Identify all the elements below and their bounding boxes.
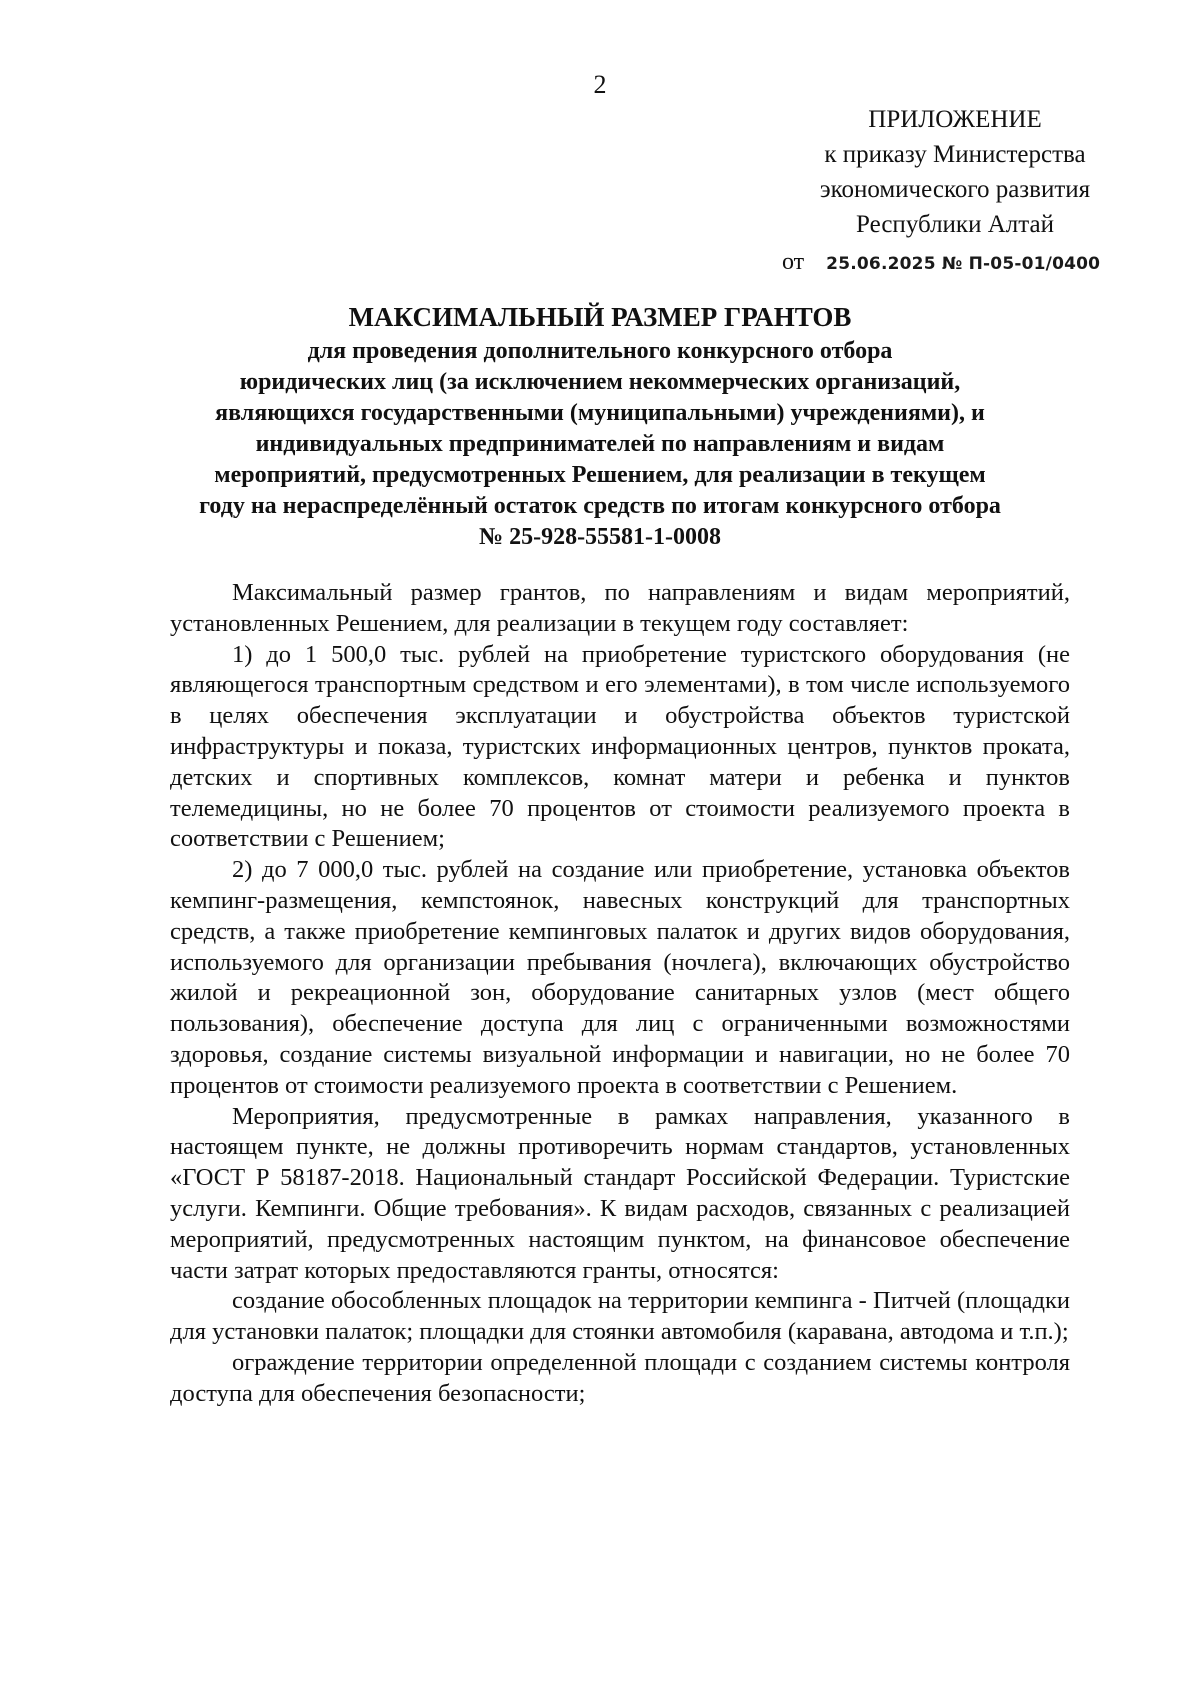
- document-title-block: [170, 300, 1030, 553]
- appendix-order-ref: к приказу Министерства: [824, 141, 1086, 168]
- order-stamp: 25.06.2025 № П-05-01/0400: [826, 254, 1101, 274]
- page-number: 2: [593, 70, 607, 99]
- subtitle-line: индивидуальных предпринимателей по направлениям и видам: [255, 431, 945, 457]
- subtitle-line: для проведения дополнительного конкурсного отбора: [307, 338, 893, 364]
- document-body: [170, 578, 1070, 1410]
- measures-paragraph: Мероприятия, предусмотренные в рамках направления, указанного в настоящем пункте, не должны противоречить нормам стандартов, установленных «ГОСТ Р 58187-2018. Национальный стандарт Российской Федерации. Туристские услуги. Кемпинги. Общие требования». К видам расходов, связанных с реализацией мероприятий, предусмотренных настоящим пунктом, на финансовое обеспечение части затрат которых предоставляются гранты, относятся:: [170, 1102, 1070, 1284]
- appendix-ministry: экономического развития: [819, 176, 1091, 203]
- subtitle-line: являющихся государственными (муниципальными) учреждениями), и: [215, 400, 985, 426]
- intro-paragraph: Максимальный размер грантов, по направлениям и видам мероприятий, установленных Решением, для реализации в текущем году составляет:: [170, 579, 1070, 637]
- subtitle-line: году на нераспределённый остаток средств по итогам конкурсного отбора: [199, 493, 1001, 519]
- appendix-header: [760, 102, 1150, 282]
- fencing-paragraph: ограждение территории определенной площади с созданием системы контроля доступа для обеспечения безопасности;: [170, 1348, 1070, 1407]
- order-prefix: от: [782, 249, 805, 275]
- appendix-region: Республики Алтай: [856, 211, 1054, 238]
- pitches-paragraph: создание обособленных площадок на территории кемпинга - Питчей (площадки для установки палаток; площадки для стоянки автомобиля (каравана, автодома и т.п.);: [170, 1287, 1070, 1346]
- appendix-label: ПРИЛОЖЕНИЕ: [868, 106, 1042, 133]
- item-1-paragraph: 1) до 1 500,0 тыс. рублей на приобретение туристского оборудования (не являющегося транспортным средством и его элементами), в том числе используемого в целях обеспечения эксплуатации и обустройства объектов туристской инфраструктуры и показа, туристских информационных центров, пунктов проката, детских и спортивных комплексов, комнат матери и ребенка и пунктов телемедицины, но не более 70 процентов от стоимости реализуемого проекта в соответствии с Решением;: [170, 640, 1070, 853]
- subtitle-line: мероприятий, предусмотренных Решением, для реализации в текущем: [214, 462, 986, 488]
- subtitle-line: юридических лиц (за исключением некоммерческих организаций,: [239, 369, 961, 395]
- order-date-line: [760, 244, 1150, 282]
- item-2-paragraph: 2) до 7 000,0 тыс. рублей на создание или приобретение, установка объектов кемпинг-размещения, кемпстоянок, навесных конструкций для транспортных средств, а также приобретение кемпинговых палаток и других видов оборудования, используемого для организации пребывания (ночлега), включающих обустройство жилой и рекреационной зон, оборудование санитарных узлов (мест общего пользования), обеспечение доступа для лиц с ограниченными возможностями здоровья, создание системы визуальной информации и навигации, но не более 70 процентов от стоимости реализуемого проекта в соответствии с Решением.: [170, 856, 1070, 1099]
- document-title: МАКСИМАЛЬНЫЙ РАЗМЕР ГРАНТОВ: [348, 302, 852, 332]
- selection-number: № 25-928-55581-1-0008: [478, 524, 722, 550]
